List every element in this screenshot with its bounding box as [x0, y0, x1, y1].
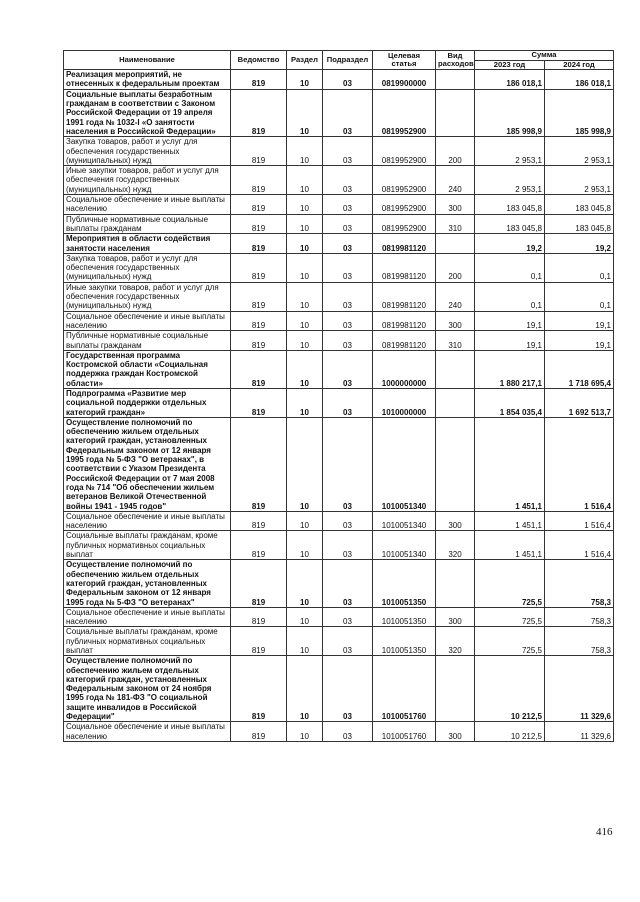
- table-row: [64, 214, 614, 234]
- cell-section: 10: [287, 350, 323, 388]
- cell-dept: 819: [231, 417, 287, 511]
- cell-dept: 819: [231, 722, 287, 742]
- cell-subsection: 03: [323, 137, 373, 166]
- cell-expense-type: 300: [436, 722, 475, 742]
- cell-target: 0819981120: [373, 253, 436, 282]
- table-row: [64, 350, 614, 388]
- cell-sum-2023: 10 212,5: [475, 722, 545, 742]
- cell-subsection: 03: [323, 627, 373, 656]
- cell-sum-2024: 11 329,6: [545, 722, 614, 742]
- cell-sum-2023: 19,1: [475, 331, 545, 351]
- cell-sum-2024: 758,3: [545, 607, 614, 627]
- cell-name: Социальное обеспечение и иные выплаты населению: [64, 722, 231, 742]
- cell-sum-2024: 183 045,8: [545, 195, 614, 215]
- table-row: [64, 234, 614, 254]
- cell-name: Осуществление полномочий по обеспечению жильем отдельных категорий граждан, установленных Федеральным законом от 12 января 1995 года № 5-ФЗ "О ветеранах", в соответствии с Указом Президента Российской Федерации от 7 мая 2008 года № 714 "Об обеспечении жильем ветеранов Великой Отечественной войны 1941 - 1945 годов": [64, 417, 231, 511]
- cell-subsection: 03: [323, 166, 373, 195]
- cell-expense-type: 310: [436, 214, 475, 234]
- cell-expense-type: [436, 89, 475, 136]
- cell-target: 0819981120: [373, 234, 436, 254]
- cell-name: Государственная программа Костромской области «Социальная поддержка граждан Костромской области»: [64, 350, 231, 388]
- cell-expense-type: [436, 388, 475, 417]
- header-sum: Сумма: [475, 51, 614, 61]
- cell-name: Осуществление полномочий по обеспечению жильем отдельных категорий граждан, установленных Федеральным законом от 24 ноября 1995 года № 181-ФЗ "О социальной защите инвалидов в Российской Федерации": [64, 656, 231, 722]
- cell-name: Социальное обеспечение и иные выплаты населению: [64, 607, 231, 627]
- cell-section: 10: [287, 311, 323, 331]
- cell-subsection: 03: [323, 531, 373, 560]
- cell-sum-2024: 185 998,9: [545, 89, 614, 136]
- cell-expense-type: 200: [436, 137, 475, 166]
- cell-section: 10: [287, 89, 323, 136]
- cell-sum-2024: 2 953,1: [545, 166, 614, 195]
- cell-sum-2023: 19,2: [475, 234, 545, 254]
- table-row: [64, 331, 614, 351]
- cell-dept: 819: [231, 234, 287, 254]
- header-dept: Ведомство: [231, 51, 287, 70]
- table-row: [64, 607, 614, 627]
- cell-section: 10: [287, 253, 323, 282]
- table-row: [64, 253, 614, 282]
- cell-target: 0819900000: [373, 70, 436, 90]
- cell-name: Публичные нормативные социальные выплаты гражданам: [64, 331, 231, 351]
- cell-target: 0819981120: [373, 331, 436, 351]
- cell-expense-type: 300: [436, 511, 475, 531]
- cell-target: 1010051340: [373, 531, 436, 560]
- cell-sum-2023: 185 998,9: [475, 89, 545, 136]
- cell-sum-2023: 10 212,5: [475, 656, 545, 722]
- cell-subsection: 03: [323, 195, 373, 215]
- cell-target: 0819952900: [373, 89, 436, 136]
- cell-sum-2024: 1 516,4: [545, 417, 614, 511]
- cell-subsection: 03: [323, 350, 373, 388]
- cell-sum-2024: 1 516,4: [545, 511, 614, 531]
- table-row: [64, 722, 614, 742]
- cell-dept: 819: [231, 511, 287, 531]
- cell-sum-2024: 19,2: [545, 234, 614, 254]
- cell-sum-2024: 186 018,1: [545, 70, 614, 90]
- cell-sum-2023: 1 880 217,1: [475, 350, 545, 388]
- cell-expense-type: 240: [436, 166, 475, 195]
- cell-dept: 819: [231, 311, 287, 331]
- cell-sum-2023: 725,5: [475, 627, 545, 656]
- header-year-2023: 2023 год: [475, 60, 545, 70]
- cell-sum-2024: 19,1: [545, 311, 614, 331]
- cell-sum-2024: 0,1: [545, 253, 614, 282]
- cell-sum-2024: 758,3: [545, 560, 614, 607]
- cell-target: 1010051350: [373, 560, 436, 607]
- cell-section: 10: [287, 195, 323, 215]
- table-row: [64, 531, 614, 560]
- cell-expense-type: [436, 656, 475, 722]
- cell-sum-2024: 19,1: [545, 331, 614, 351]
- cell-subsection: 03: [323, 417, 373, 511]
- cell-name: Социальное обеспечение и иные выплаты населению: [64, 195, 231, 215]
- cell-section: 10: [287, 331, 323, 351]
- cell-target: 0819952900: [373, 166, 436, 195]
- cell-expense-type: 300: [436, 311, 475, 331]
- cell-target: 1010000000: [373, 388, 436, 417]
- cell-sum-2024: 11 329,6: [545, 656, 614, 722]
- cell-subsection: 03: [323, 607, 373, 627]
- cell-expense-type: 320: [436, 531, 475, 560]
- table-row: [64, 511, 614, 531]
- cell-expense-type: [436, 560, 475, 607]
- cell-section: 10: [287, 137, 323, 166]
- cell-target: 0819952900: [373, 214, 436, 234]
- cell-dept: 819: [231, 350, 287, 388]
- budget-table: [63, 50, 614, 742]
- cell-name: Социальное обеспечение и иные выплаты населению: [64, 311, 231, 331]
- cell-dept: 819: [231, 607, 287, 627]
- cell-dept: 819: [231, 70, 287, 90]
- cell-section: 10: [287, 511, 323, 531]
- cell-sum-2024: 1 516,4: [545, 531, 614, 560]
- cell-target: 1010051760: [373, 656, 436, 722]
- cell-subsection: 03: [323, 331, 373, 351]
- header-row: [64, 51, 614, 61]
- cell-sum-2024: 1 718 695,4: [545, 350, 614, 388]
- cell-subsection: 03: [323, 234, 373, 254]
- budget-table-container: [63, 50, 613, 742]
- cell-dept: 819: [231, 560, 287, 607]
- cell-expense-type: 300: [436, 607, 475, 627]
- header-expense-type: Вид расходов: [436, 51, 475, 70]
- cell-section: 10: [287, 214, 323, 234]
- cell-dept: 819: [231, 214, 287, 234]
- table-row: [64, 627, 614, 656]
- table-row: [64, 282, 614, 311]
- cell-name: Осуществление полномочий по обеспечению жильем отдельных категорий граждан, установленных Федеральным законом от 12 января 1995 года № 5-ФЗ "О ветеранах": [64, 560, 231, 607]
- cell-name: Подпрограмма «Развитие мер социальной поддержки отдельных категорий граждан»: [64, 388, 231, 417]
- cell-target: 0819952900: [373, 195, 436, 215]
- cell-sum-2023: 183 045,8: [475, 195, 545, 215]
- cell-expense-type: 240: [436, 282, 475, 311]
- cell-name: Иные закупки товаров, работ и услуг для обеспечения государственных (муниципальных) нужд: [64, 166, 231, 195]
- cell-sum-2023: 725,5: [475, 560, 545, 607]
- table-row: [64, 89, 614, 136]
- cell-sum-2023: 1 451,1: [475, 531, 545, 560]
- table-row: [64, 388, 614, 417]
- header-name: Наименование: [64, 51, 231, 70]
- cell-sum-2024: 0,1: [545, 282, 614, 311]
- cell-section: 10: [287, 166, 323, 195]
- cell-sum-2024: 758,3: [545, 627, 614, 656]
- cell-expense-type: [436, 234, 475, 254]
- cell-name: Социальные выплаты безработным гражданам в соответствии с Законом Российской Федерации от 19 апреля 1991 года № 1032-I «О занятости населения в Российской Федерации»: [64, 89, 231, 136]
- cell-subsection: 03: [323, 70, 373, 90]
- header-subsection: Подраздел: [323, 51, 373, 70]
- cell-sum-2023: 0,1: [475, 253, 545, 282]
- cell-dept: 819: [231, 656, 287, 722]
- cell-subsection: 03: [323, 311, 373, 331]
- cell-subsection: 03: [323, 282, 373, 311]
- cell-name: Закупка товаров, работ и услуг для обеспечения государственных (муниципальных) нужд: [64, 253, 231, 282]
- cell-target: 0819981120: [373, 311, 436, 331]
- cell-dept: 819: [231, 89, 287, 136]
- cell-target: 1010051350: [373, 627, 436, 656]
- cell-dept: 819: [231, 166, 287, 195]
- cell-expense-type: 320: [436, 627, 475, 656]
- cell-subsection: 03: [323, 89, 373, 136]
- cell-expense-type: 310: [436, 331, 475, 351]
- cell-name: Социальное обеспечение и иные выплаты населению: [64, 511, 231, 531]
- cell-target: 1010051340: [373, 511, 436, 531]
- cell-name: Реализация мероприятий, не отнесенных к федеральным проектам: [64, 70, 231, 90]
- cell-sum-2024: 2 953,1: [545, 137, 614, 166]
- cell-sum-2023: 0,1: [475, 282, 545, 311]
- page-number: 416: [596, 826, 613, 838]
- table-row: [64, 195, 614, 215]
- cell-name: Закупка товаров, работ и услуг для обеспечения государственных (муниципальных) нужд: [64, 137, 231, 166]
- cell-expense-type: [436, 350, 475, 388]
- cell-sum-2023: 1 451,1: [475, 511, 545, 531]
- cell-expense-type: [436, 70, 475, 90]
- header-section: Раздел: [287, 51, 323, 70]
- table-body: [64, 70, 614, 742]
- cell-dept: 819: [231, 282, 287, 311]
- cell-subsection: 03: [323, 722, 373, 742]
- cell-name: Социальные выплаты гражданам, кроме публичных нормативных социальных выплат: [64, 627, 231, 656]
- cell-section: 10: [287, 531, 323, 560]
- cell-sum-2023: 1 854 035,4: [475, 388, 545, 417]
- cell-section: 10: [287, 282, 323, 311]
- cell-section: 10: [287, 560, 323, 607]
- header-year-2024: 2024 год: [545, 60, 614, 70]
- cell-name: Иные закупки товаров, работ и услуг для обеспечения государственных (муниципальных) нужд: [64, 282, 231, 311]
- cell-subsection: 03: [323, 253, 373, 282]
- cell-expense-type: [436, 417, 475, 511]
- cell-sum-2024: 1 692 513,7: [545, 388, 614, 417]
- cell-sum-2023: 19,1: [475, 311, 545, 331]
- cell-sum-2023: 186 018,1: [475, 70, 545, 90]
- cell-name: Социальные выплаты гражданам, кроме публичных нормативных социальных выплат: [64, 531, 231, 560]
- cell-name: Мероприятия в области содействия занятости населения: [64, 234, 231, 254]
- table-row: [64, 137, 614, 166]
- cell-target: 1010051760: [373, 722, 436, 742]
- table-row: [64, 417, 614, 511]
- cell-sum-2024: 183 045,8: [545, 214, 614, 234]
- cell-dept: 819: [231, 253, 287, 282]
- table-row: [64, 560, 614, 607]
- table-row: [64, 656, 614, 722]
- cell-sum-2023: 183 045,8: [475, 214, 545, 234]
- cell-target: 0819952900: [373, 137, 436, 166]
- cell-sum-2023: 2 953,1: [475, 137, 545, 166]
- header-target: Целевая статья: [373, 51, 436, 70]
- cell-section: 10: [287, 607, 323, 627]
- cell-target: 1000000000: [373, 350, 436, 388]
- cell-subsection: 03: [323, 656, 373, 722]
- cell-section: 10: [287, 722, 323, 742]
- table-row: [64, 70, 614, 90]
- cell-subsection: 03: [323, 560, 373, 607]
- cell-section: 10: [287, 234, 323, 254]
- cell-dept: 819: [231, 531, 287, 560]
- cell-target: 1010051350: [373, 607, 436, 627]
- cell-section: 10: [287, 70, 323, 90]
- cell-dept: 819: [231, 195, 287, 215]
- cell-subsection: 03: [323, 511, 373, 531]
- cell-dept: 819: [231, 388, 287, 417]
- cell-section: 10: [287, 627, 323, 656]
- cell-subsection: 03: [323, 214, 373, 234]
- cell-sum-2023: 1 451,1: [475, 417, 545, 511]
- cell-expense-type: 200: [436, 253, 475, 282]
- table-row: [64, 166, 614, 195]
- cell-section: 10: [287, 417, 323, 511]
- cell-expense-type: 300: [436, 195, 475, 215]
- cell-section: 10: [287, 388, 323, 417]
- table-row: [64, 311, 614, 331]
- cell-dept: 819: [231, 137, 287, 166]
- cell-sum-2023: 2 953,1: [475, 166, 545, 195]
- cell-dept: 819: [231, 331, 287, 351]
- cell-sum-2023: 725,5: [475, 607, 545, 627]
- cell-subsection: 03: [323, 388, 373, 417]
- cell-target: 0819981120: [373, 282, 436, 311]
- cell-section: 10: [287, 656, 323, 722]
- cell-dept: 819: [231, 627, 287, 656]
- cell-name: Публичные нормативные социальные выплаты гражданам: [64, 214, 231, 234]
- cell-target: 1010051340: [373, 417, 436, 511]
